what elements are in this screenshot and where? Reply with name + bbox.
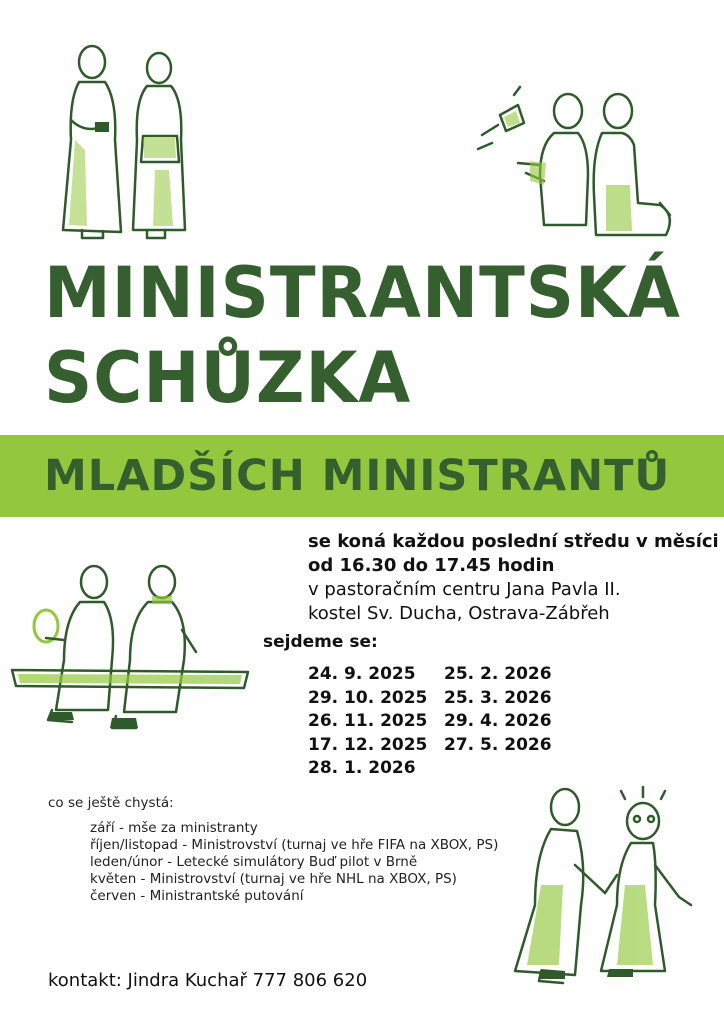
plan-item: září - mše za ministranty — [90, 820, 258, 836]
date-item: 29. 10. 2025 — [308, 687, 428, 708]
dates-left-column — [308, 663, 427, 781]
servers-ringing-bells-illustration — [470, 85, 680, 245]
servers-handshake-illustration — [505, 785, 705, 985]
plan-item: říjen/listopad - Ministrovství (turnaj ve hře FIFA na XBOX, PS) — [90, 837, 499, 853]
title-line-2: SCHŮZKA — [44, 336, 412, 419]
subtitle: MLADŠÍCH MINISTRANTŮ — [44, 451, 671, 501]
date-item: 24. 9. 2025 — [308, 664, 416, 684]
plans-heading: co se ještě chystá: — [48, 795, 174, 811]
meeting-line-2: od 16.30 do 17.45 hodin — [308, 555, 555, 576]
servers-on-bench-illustration — [12, 560, 252, 740]
meeting-line-1: se koná každou poslední středu v měsíci — [308, 531, 719, 552]
date-item: 27. 5. 2026 — [444, 734, 552, 755]
title-line-1: MINISTRANTSKÁ — [44, 251, 681, 334]
plan-item: červen - Ministrantské putování — [90, 888, 304, 904]
date-item: 26. 11. 2025 — [308, 711, 428, 731]
contact-info: kontakt: Jindra Kuchař 777 806 620 — [48, 970, 368, 991]
meeting-line-3: v pastoračním centru Jana Pavla II. — [308, 579, 621, 600]
meeting-line-4: kostel Sv. Ducha, Ostrava-Zábřeh — [308, 603, 610, 624]
date-item: 29. 4. 2026 — [444, 711, 552, 731]
plans-list — [90, 820, 498, 905]
date-item: 17. 12. 2025 — [308, 734, 428, 755]
date-item: 25. 3. 2026 — [444, 687, 552, 708]
plan-item: květen - Ministrovství (turnaj ve hře NHL na XBOX, PS) — [90, 871, 457, 887]
dates-right-column — [444, 663, 552, 757]
two-altar-servers-illustration — [55, 40, 215, 245]
date-item: 25. 2. 2026 — [444, 664, 552, 684]
plan-item: leden/únor - Letecké simulátory Buď pilot v Brně — [90, 854, 418, 870]
date-item: 28. 1. 2026 — [308, 758, 416, 778]
dates-heading: sejdeme se: — [263, 632, 378, 652]
